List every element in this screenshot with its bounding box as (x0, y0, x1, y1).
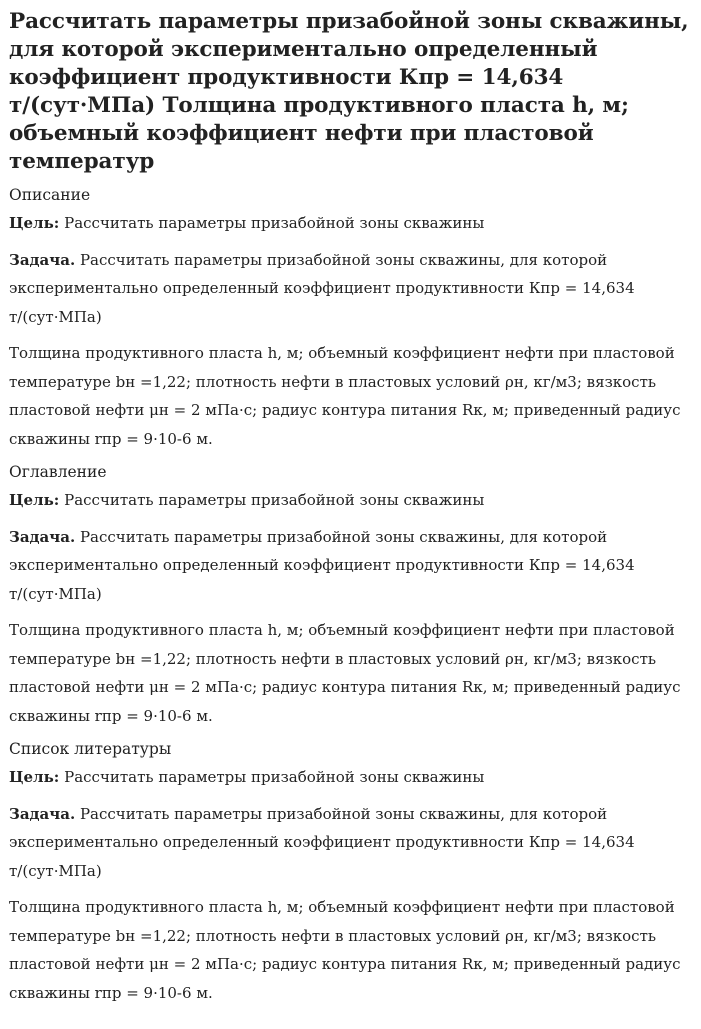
section-description (9, 184, 692, 453)
task-label: Задача. (9, 250, 76, 269)
goal-text: Рассчитать параметры призабойной зоны скважины (59, 491, 485, 509)
goal-label: Цель: (9, 768, 60, 786)
task-label: Задача. (9, 804, 76, 823)
goal-label: Цель: (9, 214, 60, 232)
section-heading: Описание (9, 186, 91, 204)
goal-text: Рассчитать параметры призабойной зоны скважины (59, 768, 485, 786)
section-references (9, 738, 692, 1007)
goal-paragraph (9, 209, 692, 238)
goal-paragraph (9, 763, 692, 792)
task-text: Рассчитать параметры призабойной зоны скважины, для которой экспериментально определенный коэффициент продуктивности Кпр = 14,634 т/(сут·МПа) (9, 527, 635, 603)
section-heading: Оглавление (9, 463, 107, 481)
page-title: Рассчитать параметры призабойной зоны скважины, для которой экспериментально определенный коэффициент продуктивности Кпр = 14,634 т/(сут·МПа) Толщина продуктивного пласта h, м; объемный коэффициент нефти при пластовой температур (9, 9, 689, 174)
task-text: Рассчитать параметры призабойной зоны скважины, для которой экспериментально определенный коэффициент продуктивности Кпр = 14,634 т/(сут·МПа) (9, 250, 635, 326)
details-paragraph: Толщина продуктивного пласта h, м; объемный коэффициент нефти при пластовой температуре bн =1,22; плотность нефти в пластовых условий ρн, кг/м3; вязкость пластовой нефти μн = 2 мПа·с; радиус контура питания Rк, м; приведенный радиус скважины rпр = 9·10-6 м. (9, 621, 681, 725)
goal-paragraph (9, 486, 692, 515)
task-paragraph (9, 523, 692, 609)
task-text: Рассчитать параметры призабойной зоны скважины, для которой экспериментально определенный коэффициент продуктивности Кпр = 14,634 т/(сут·МПа) (9, 804, 635, 880)
section-heading: Список литературы (9, 740, 172, 758)
section-contents (9, 461, 692, 730)
task-paragraph (9, 800, 692, 886)
details-paragraph: Толщина продуктивного пласта h, м; объемный коэффициент нефти при пластовой температуре bн =1,22; плотность нефти в пластовых условий ρн, кг/м3; вязкость пластовой нефти μн = 2 мПа·с; радиус контура питания Rк, м; приведенный радиус скважины rпр = 9·10-6 м. (9, 898, 681, 1002)
goal-label: Цель: (9, 491, 60, 509)
task-label: Задача. (9, 527, 76, 546)
goal-text: Рассчитать параметры призабойной зоны скважины (59, 214, 485, 232)
task-paragraph (9, 246, 692, 332)
details-paragraph: Толщина продуктивного пласта h, м; объемный коэффициент нефти при пластовой температуре bн =1,22; плотность нефти в пластовых условий ρн, кг/м3; вязкость пластовой нефти μн = 2 мПа·с; радиус контура питания Rк, м; приведенный радиус скважины rпр = 9·10-6 м. (9, 344, 681, 448)
